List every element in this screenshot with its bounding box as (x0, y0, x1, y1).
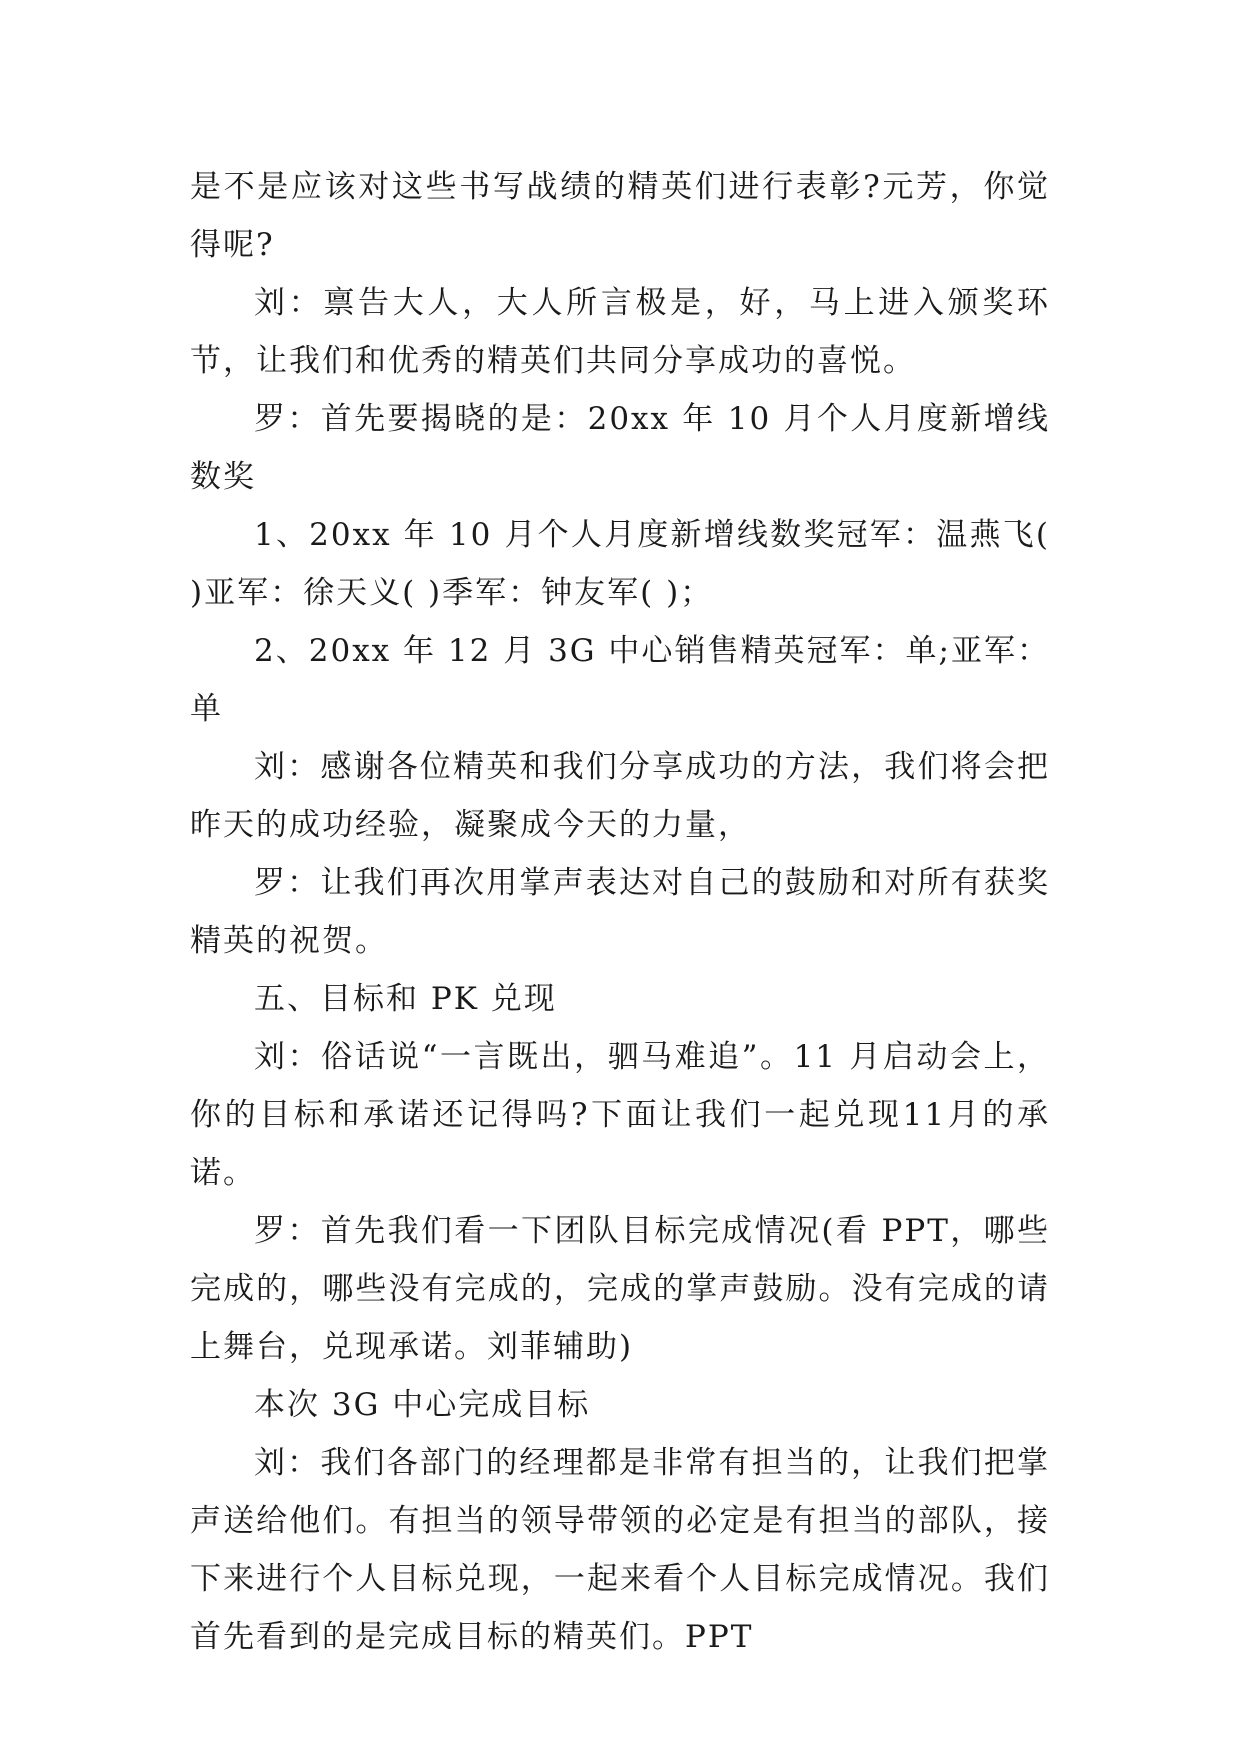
paragraph-1: 是不是应该对这些书写战绩的精英们进行表彰?元芳，你觉得呢? (190, 169, 1050, 263)
paragraph-6: 刘：感谢各位精英和我们分享成功的方法，我们将会把昨天的成功经验，凝聚成今天的力量， (190, 749, 1050, 843)
paragraph-11: 本次 3G 中心完成目标 (254, 1387, 591, 1423)
paragraph-7: 罗：让我们再次用掌声表达对自己的鼓励和对所有获奖精英的祝贺。 (190, 865, 1050, 959)
paragraph-3: 罗：首先要揭晓的是：20xx 年 10 月个人月度新增线数奖 (190, 401, 1050, 495)
paragraph-5: 2、20xx 年 12 月 3G 中心销售精英冠军：单;亚军：单 (190, 633, 1050, 727)
section-heading: 五、目标和 PK 兑现 (254, 981, 557, 1017)
paragraph-9: 刘：俗话说“一言既出，驷马难追”。11 月启动会上，你的目标和承诺还记得吗?下面让我们一起兑现11月的承诺。 (190, 1039, 1050, 1191)
paragraph-2: 刘：禀告大人，大人所言极是，好，马上进入颁奖环节，让我们和优秀的精英们共同分享成功的喜悦。 (190, 285, 1050, 379)
paragraph-10: 罗：首先我们看一下团队目标完成情况(看 PPT，哪些完成的，哪些没有完成的，完成的掌声鼓励。没有完成的请上舞台，兑现承诺。刘菲辅助) (190, 1213, 1050, 1365)
paragraph-4: 1、20xx 年 10 月个人月度新增线数奖冠军：温燕飞( )亚军：徐天义( )季军：钟友军( )； (190, 517, 1050, 611)
document-body (190, 158, 1050, 1666)
paragraph-12: 刘：我们各部门的经理都是非常有担当的，让我们把掌声送给他们。有担当的领导带领的必定是有担当的部队，接下来进行个人目标兑现，一起来看个人目标完成情况。我们首先看到的是完成目标的精英们。PPT (190, 1445, 1050, 1655)
